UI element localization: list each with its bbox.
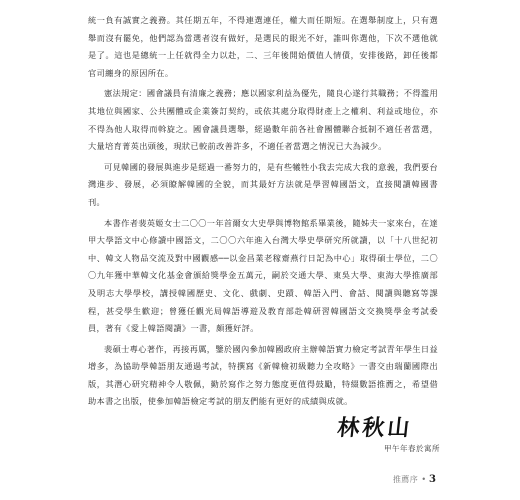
document-body (88, 12, 438, 414)
footer-section-label: 推薦序 (392, 475, 419, 484)
paragraph-5: 裴碩士專心著作，再接再厲，鑒於國內參加韓國政府主辦韓語實力檢定考試青年學生日益增多，為協助學韓語朋友通過考試，特撰寫《新韓檢初級聽力全攻略》一書交由瑞蘭國際出版，其潛心研究精神令人敬佩，勤於寫作之努力態度更值得鼓勵，特綴數語推薦之，希望借助本書之出版，使參加韓語檢定考試的朋友們能有更好的成績與成就。 (88, 343, 438, 407)
signature-date: 甲午年春於寓所 (384, 444, 440, 453)
author-signature: 林秋山 (335, 415, 414, 441)
paragraph-4: 本書作者裴英姬女士二〇〇一年首爾女大史學與博物館系畢業後，隨姊夫一家來台，在達甲大學語文中心修讀中國語文，二〇〇六年進入台灣大學史學研究所就讀，以「十八世紀初中、韓文人物品交流及對中國觀感──以金昌業老稼齋燕行日記為中心」取得碩士學位，二〇〇九年獲中華韓文化基金會頒給獎學金五萬元，嗣於交通大學、東吳大學、東海大學推廣部及明志大學學校，講授韓國歷史、文化、戲劇、史蹟、韓語入門、會話、閱讀與聽寫等課程，甚受學生歡迎；曾獲任觀光局韓語導遊及教育部赴韓研習韓國語文交換獎學金考試委員，著有《愛上韓語閱讀》一書，頗獲好評。 (88, 217, 438, 334)
footer-separator: • (421, 475, 427, 484)
paragraph-3: 可見韓國的發展與進步是經過一番努力的，是有些犧牲小我去完成大我的意義，我們要台灣進步、發展，必須瞭解韓國的全貌，而其最好方法就是學習韓國語文，直接閱讀韓國書刊。 (88, 161, 438, 207)
page-number: 3 (429, 474, 436, 485)
paragraph-1: 統一負有誠實之義務。其任期五年，不得連選連任，權大而任期短。在選舉制度上，只有選舉而沒有罷免，他們認為當選者沒有做好，是選民的眼光不好，誰叫你選他，下次不選他就是了。這也是總統一上任就得全力以赴，二、三年後開始價值人情債，安排後路，卸任後都官司纏身的原因所在。 (88, 15, 438, 78)
page-footer (393, 474, 436, 485)
paragraph-2: 憲法規定：國會議員有清廉之義務；應以國家利益為優先，隨良心遂行其職務；不得濫用其地位與國家、公共團體或企業簽訂契約，或依其處分取得財產上之權利、利益或地位，亦不得為他人取得而斡旋之。國會議員選舉，經過數年前各社會團體聯合抵制不適任者當選，大量培育菁英出頭後，現狀已較前改善許多，不適任者當選之情況已大為減少。 (88, 88, 438, 152)
